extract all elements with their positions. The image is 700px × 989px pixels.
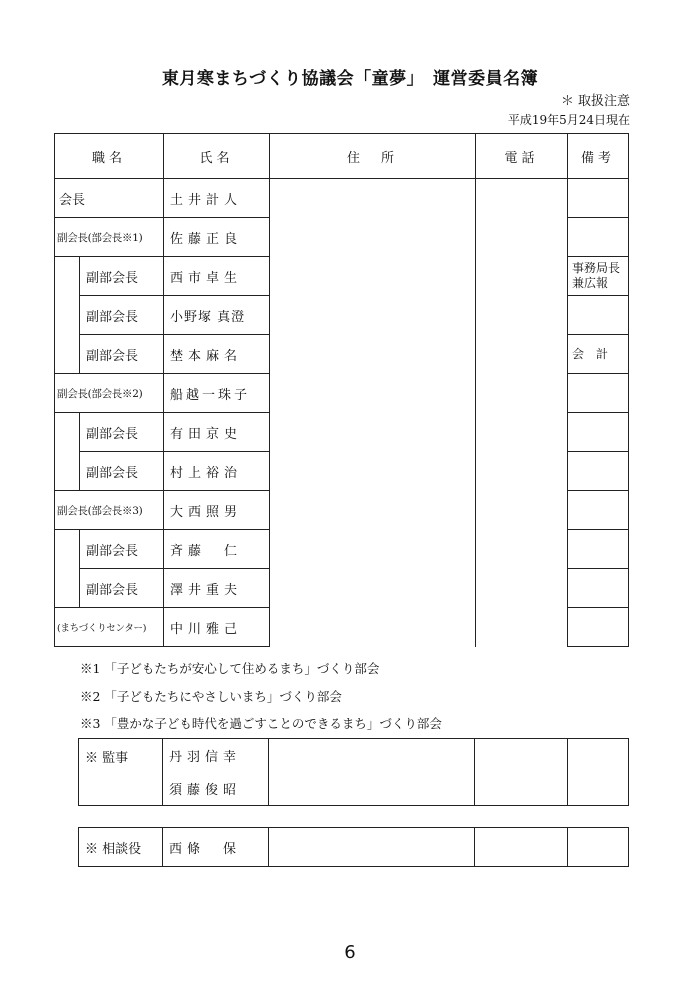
auditor-role-cell: ※ 監事 (79, 739, 163, 806)
advisor-table (78, 827, 629, 867)
table-row (55, 179, 629, 218)
role-cell: 副部会長 (80, 413, 164, 452)
address-cell (269, 828, 475, 867)
indent-spacer (55, 413, 80, 491)
footnote-1: ※1 「子どもたちが安心して住めるまち」づくり部会 (80, 661, 380, 676)
note-cell (568, 608, 629, 647)
indent-spacer (55, 257, 80, 374)
auditor-name-2: 須藤俊昭 (163, 772, 269, 806)
as-of-date: 平成19年5月24日現在 (507, 113, 630, 127)
note-cell (568, 739, 629, 806)
note-cell (568, 218, 629, 257)
name-cell: 船越一珠子 (164, 374, 270, 413)
phone-cell (476, 179, 568, 647)
note-cell (568, 530, 629, 569)
note-cell: 会 計 (568, 335, 629, 374)
name-cell: 斉藤 仁 (164, 530, 270, 569)
role-cell: 副部会長 (80, 569, 164, 608)
name-cell: 中川雅己 (164, 608, 270, 647)
phone-cell (475, 828, 568, 867)
advisor-role-cell: ※ 相談役 (79, 828, 163, 867)
advisor-name: 西條 保 (163, 828, 269, 867)
auditors-table (78, 738, 629, 806)
header-role: 職名 (55, 134, 164, 179)
name-cell: 西市卓生 (164, 257, 270, 296)
note-cell (568, 452, 629, 491)
page-number: 6 (344, 942, 356, 963)
table-header-row (55, 134, 629, 179)
page-title: 東月寒まちづくり協議会「童夢」 運営委員名簿 (161, 69, 539, 89)
note-cell (568, 569, 629, 608)
name-cell: 小野塚 真澄 (164, 296, 270, 335)
auditor-name-1: 丹羽信幸 (163, 739, 269, 773)
role-cell: 副会長(部会長※1) (55, 218, 164, 257)
role-cell: 副部会長 (80, 335, 164, 374)
note-cell (568, 374, 629, 413)
note-cell (568, 491, 629, 530)
note-cell: 事務局長 兼広報 (568, 257, 629, 296)
note-cell (568, 296, 629, 335)
name-cell: 土井計人 (164, 179, 270, 218)
name-cell: 埜本麻名 (164, 335, 270, 374)
role-cell: 会長 (55, 179, 164, 218)
role-cell: (まちづくりセンター) (55, 608, 164, 647)
handling-notice: ＊ 取扱注意 (560, 94, 630, 109)
note-cell (568, 828, 629, 867)
role-cell: 副会長(部会長※2) (55, 374, 164, 413)
footnote-3: ※3 「豊かな子ども時代を過ごすことのできるまち」づくり部会 (80, 716, 442, 731)
name-cell: 澤井重夫 (164, 569, 270, 608)
role-cell: 副部会長 (80, 530, 164, 569)
table-row (79, 739, 629, 773)
note-cell (568, 179, 629, 218)
header-name: 氏名 (164, 134, 270, 179)
note-cell (568, 413, 629, 452)
role-cell: 副会長(部会長※3) (55, 491, 164, 530)
address-cell (270, 179, 476, 647)
indent-spacer (55, 530, 80, 608)
name-cell: 佐藤正良 (164, 218, 270, 257)
role-cell: 副部会長 (80, 257, 164, 296)
role-cell: 副部会長 (80, 452, 164, 491)
name-cell: 有田京史 (164, 413, 270, 452)
footnote-2: ※2 「子どもたちにやさしいまち」づくり部会 (80, 689, 342, 704)
name-cell: 村上裕治 (164, 452, 270, 491)
header-address: 住 所 (270, 134, 476, 179)
table-row (79, 828, 629, 867)
role-cell: 副部会長 (80, 296, 164, 335)
phone-cell (475, 739, 568, 806)
header-notes: 備考 (568, 134, 629, 179)
members-table (54, 133, 629, 647)
name-cell: 大西照男 (164, 491, 270, 530)
address-cell (269, 739, 475, 806)
header-phone: 電話 (476, 134, 568, 179)
